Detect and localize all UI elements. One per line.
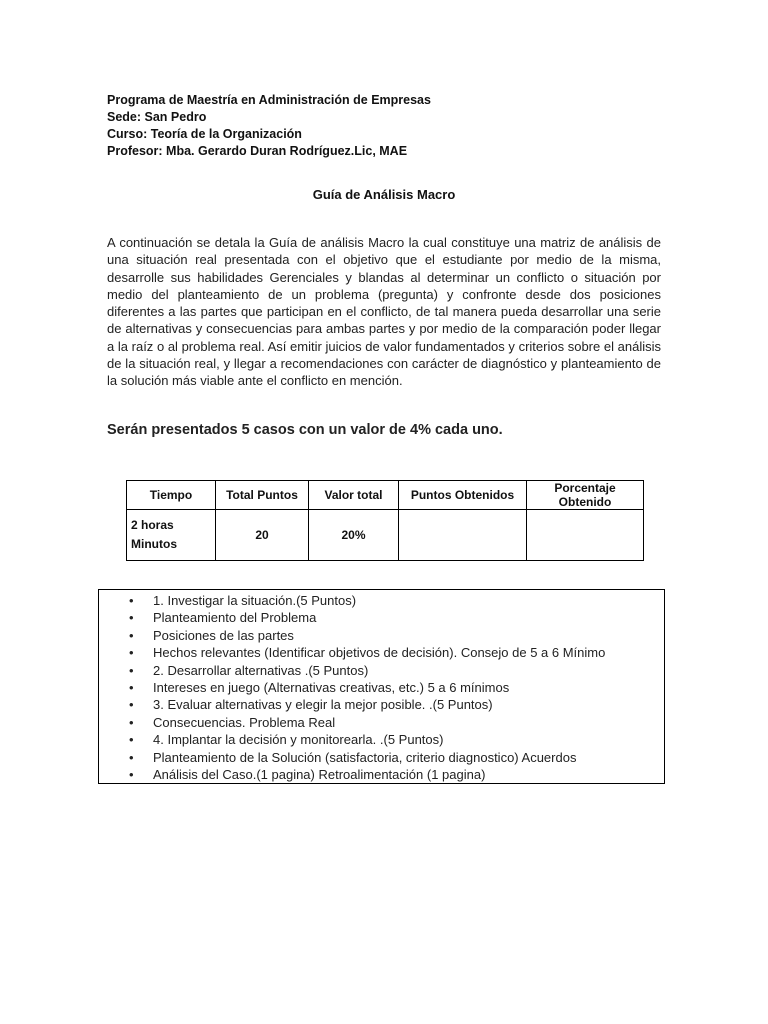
cell-total-puntos: 20: [216, 510, 309, 561]
header-puntos-obtenidos: Puntos Obtenidos: [399, 481, 527, 510]
profesor-line: Profesor: Mba. Gerardo Duran Rodríguez.Lic, MAE: [107, 144, 408, 158]
bullet-icon: •: [129, 645, 134, 661]
list-item: [99, 696, 664, 713]
tiempo-line-2: Minutos: [131, 537, 177, 551]
curso-line: Curso: Teoría de la Organización: [107, 127, 302, 141]
cases-subtitle: Serán presentados 5 casos con un valor de 4% cada uno.: [107, 422, 503, 438]
steps-box: [98, 589, 665, 784]
list-item-text: 1. Investigar la situación.(5 Puntos): [153, 593, 357, 608]
header-total-puntos: Total Puntos: [216, 481, 309, 510]
list-item-text: Intereses en juego (Alternativas creativas, etc.) 5 a 6 mínimos: [153, 680, 510, 696]
list-item: [99, 592, 664, 609]
header-tiempo: Tiempo: [127, 481, 216, 510]
bullet-icon: •: [129, 732, 134, 748]
list-item: [99, 731, 664, 748]
bullet-icon: •: [129, 749, 134, 765]
bullet-icon: •: [129, 767, 134, 783]
list-item-text: Hechos relevantes (Identificar objetivos de decisión). Consejo de 5 a 6 Mínimo: [153, 645, 606, 661]
bullet-icon: •: [129, 714, 134, 730]
document-title: Guía de Análisis Macro: [312, 187, 456, 202]
table-header-row: [127, 481, 644, 510]
list-item-text: 4. Implantar la decisión y monitorearla. .(5 Puntos): [153, 732, 444, 748]
grading-table: [126, 480, 644, 561]
program-line: Programa de Maestría en Administración de Empresas: [107, 93, 431, 107]
tiempo-line-1: 2 horas: [131, 518, 174, 532]
list-item-text: Planteamiento de la Solución (satisfactoria, criterio diagnostico) Acuerdos: [153, 749, 577, 765]
header-porcentaje-obtenido: Porcentaje Obtenido: [527, 481, 644, 510]
list-item: [99, 627, 664, 644]
list-item: [99, 662, 664, 679]
list-item-text: 2. Desarrollar alternativas .(5 Puntos): [153, 662, 369, 678]
list-item: [99, 609, 664, 626]
list-item: [99, 644, 664, 661]
bullet-icon: •: [129, 593, 134, 608]
bullet-icon: •: [129, 627, 134, 643]
bullet-icon: •: [129, 680, 134, 696]
list-item-text: Consecuencias. Problema Real: [153, 714, 336, 730]
bullet-icon: •: [129, 610, 134, 626]
list-item-text: Planteamiento del Problema: [153, 610, 317, 626]
cell-puntos-obtenidos: [399, 510, 527, 561]
document-header: [107, 92, 431, 160]
steps-list: [99, 592, 664, 783]
list-item-text: Análisis del Caso.(1 pagina) Retroalimentación (1 pagina): [153, 767, 486, 783]
cell-porcentaje-obtenido: [527, 510, 644, 561]
header-valor-total: Valor total: [309, 481, 399, 510]
sede-line: Sede: San Pedro: [107, 110, 207, 124]
list-item-text: 3. Evaluar alternativas y elegir la mejor posible. .(5 Puntos): [153, 697, 493, 713]
bullet-icon: •: [129, 662, 134, 678]
cell-tiempo: [127, 510, 216, 561]
intro-paragraph: A continuación se detala la Guía de análisis Macro la cual constituye una matriz de análisis de una situación real presentada con el objetivo que el estudiante por medio de la misma, desarrolle sus habilidades Gerenciales y blandas al determinar un conflicto o situación por medio del planteamiento de un problema (pregunta) y confronte desde dos posiciones diferentes a las partes que participan en el conflicto, de tal manera pueda desarrollar una serie de alternativas y consecuencias para ambas partes y por medio de la comparación poder llegar a la raíz o al problema real. Así emitir juicios de valor fundamentados y criterios sobre el análisis de la situación real, y llegar a recomendaciones con carácter de diagnóstico y planteamiento de la solución más viable ante el conflicto en mención.: [107, 235, 661, 389]
bullet-icon: •: [129, 697, 134, 713]
list-item: [99, 679, 664, 696]
list-item: [99, 714, 664, 731]
table-row: [127, 510, 644, 561]
list-item: [99, 749, 664, 766]
list-item-text: Posiciones de las partes: [153, 627, 294, 643]
list-item: [99, 766, 664, 783]
cell-valor-total: 20%: [309, 510, 399, 561]
